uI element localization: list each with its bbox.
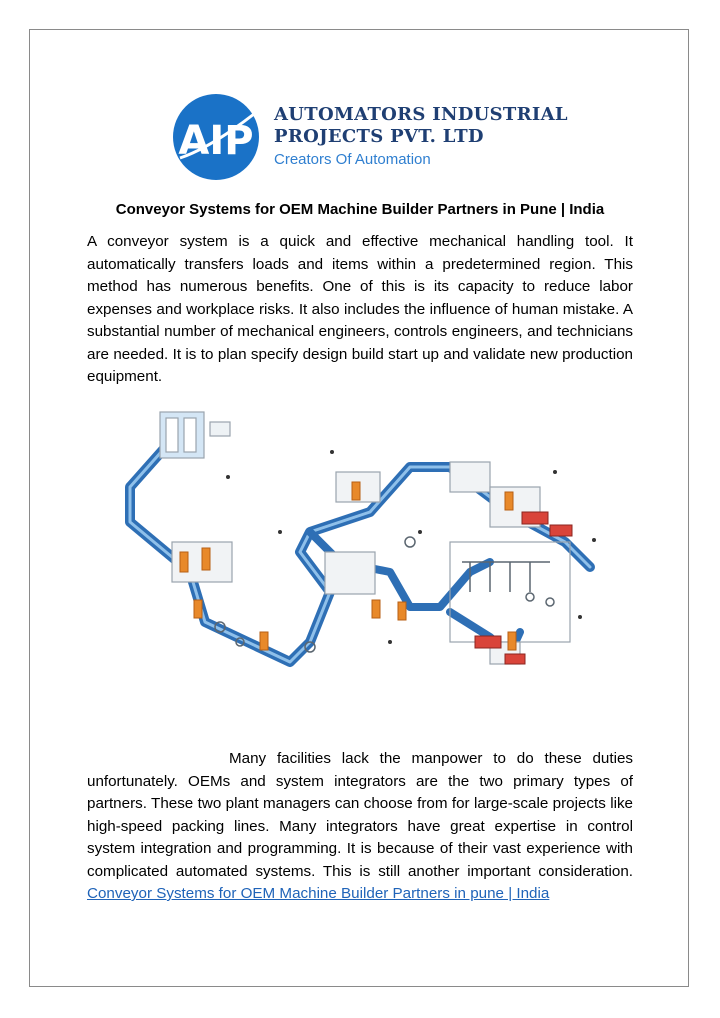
second-paragraph-text: Many facilities lack the manpower to do these duties unfortunately. OEMs and system integrators are the two primary types of partners. These two plant managers can choose from for large-scale projects like high-speed packing lines. Many integrators have great expertise in control system integration and programming. It is because of their vast experience with complicated automated systems. This is still another important consideration. [87, 750, 633, 880]
svg-text:AIP: AIP [178, 118, 254, 164]
logo-text-block [274, 104, 568, 171]
article-link[interactable]: Conveyor Systems for OEM Machine Builder Partners in pune | India [87, 885, 550, 902]
company-logo [170, 92, 590, 182]
logo-company-line1: AUTOMATORS INDUSTRIAL [274, 104, 568, 125]
intro-paragraph: A conveyor system is a quick and effective mechanical handling tool. It automatically transfers loads and items within a predetermined region. This method has numerous benefits. One of this is its capacity to reduce labor expenses and workplace risks. It also includes the influence of human mistake. A substantial number of mechanical engineers, controls engineers, and technicians are needed. It is to plan specify design build start up and validate new production equipment. [87, 233, 633, 385]
logo-company-line2: PROJECTS PVT. LTD [274, 126, 484, 147]
document-title: Conveyor Systems for OEM Machine Builder Partners in Pune | India [115, 201, 605, 218]
second-paragraph [87, 748, 633, 906]
conveyor-line-illustration-icon [110, 392, 610, 722]
logo-tagline: Creators Of Automation [274, 151, 431, 168]
aip-logo-icon [170, 92, 262, 182]
